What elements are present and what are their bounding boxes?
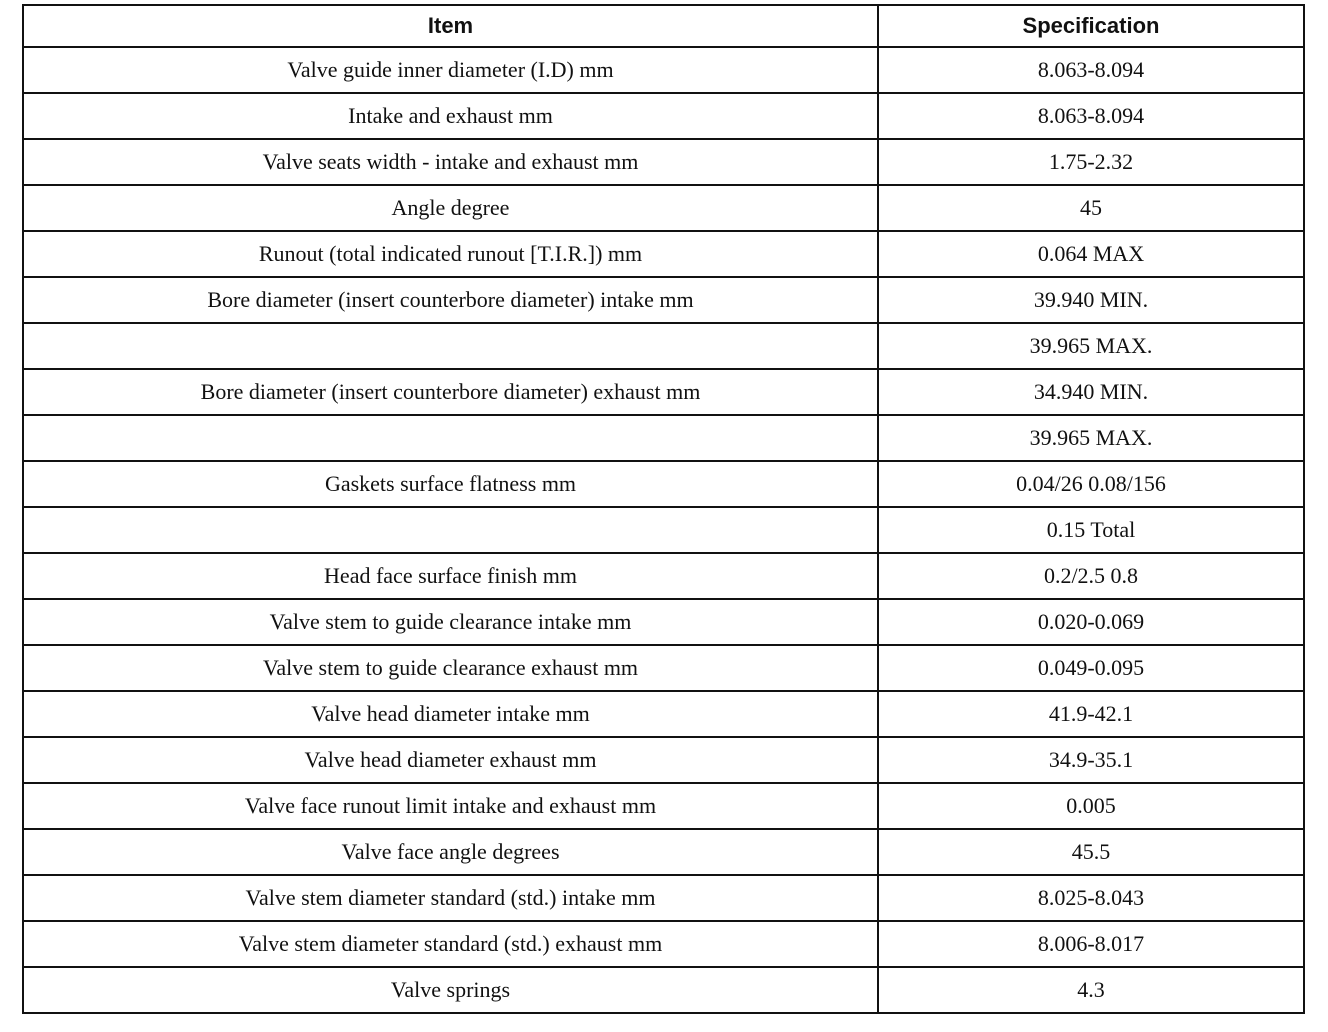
item-cell: Head face surface finish mm: [23, 553, 878, 599]
table-row: [23, 323, 1304, 369]
specification-table: [22, 4, 1305, 1014]
item-cell: Valve guide inner diameter (I.D) mm: [23, 47, 878, 93]
specification-cell: 41.9-42.1: [878, 691, 1304, 737]
table-row: [23, 967, 1304, 1013]
table-row: [23, 875, 1304, 921]
specification-cell: 0.04/26 0.08/156: [878, 461, 1304, 507]
item-cell: Gaskets surface flatness mm: [23, 461, 878, 507]
specification-cell: 45: [878, 185, 1304, 231]
specification-cell: 34.940 MIN.: [878, 369, 1304, 415]
specification-cell: 0.15 Total: [878, 507, 1304, 553]
item-cell: Valve face angle degrees: [23, 829, 878, 875]
specification-cell: 0.049-0.095: [878, 645, 1304, 691]
table-row: [23, 277, 1304, 323]
specification-cell: 8.006-8.017: [878, 921, 1304, 967]
specification-cell: 45.5: [878, 829, 1304, 875]
table-row: [23, 599, 1304, 645]
item-cell: Bore diameter (insert counterbore diameter) intake mm: [23, 277, 878, 323]
item-cell: Valve stem diameter standard (std.) exhaust mm: [23, 921, 878, 967]
table-row: [23, 185, 1304, 231]
specification-cell: 0.020-0.069: [878, 599, 1304, 645]
specification-cell: 34.9-35.1: [878, 737, 1304, 783]
table-row: [23, 369, 1304, 415]
table-row: [23, 507, 1304, 553]
item-cell: Valve face runout limit intake and exhaust mm: [23, 783, 878, 829]
table-row: [23, 461, 1304, 507]
table-row: [23, 737, 1304, 783]
item-cell: Angle degree: [23, 185, 878, 231]
specification-cell: 0.064 MAX: [878, 231, 1304, 277]
item-cell: [23, 415, 878, 461]
specification-cell: 8.063-8.094: [878, 93, 1304, 139]
header-row: [23, 5, 1304, 47]
specification-cell: 0.005: [878, 783, 1304, 829]
table-row: [23, 415, 1304, 461]
table-row: [23, 231, 1304, 277]
item-cell: [23, 507, 878, 553]
item-cell: Valve seats width - intake and exhaust mm: [23, 139, 878, 185]
table-row: [23, 93, 1304, 139]
header-specification: Specification: [878, 5, 1304, 47]
specification-cell: 8.025-8.043: [878, 875, 1304, 921]
table-row: [23, 553, 1304, 599]
specification-cell: 8.063-8.094: [878, 47, 1304, 93]
item-cell: Valve stem diameter standard (std.) intake mm: [23, 875, 878, 921]
item-cell: Bore diameter (insert counterbore diameter) exhaust mm: [23, 369, 878, 415]
item-cell: Valve stem to guide clearance exhaust mm: [23, 645, 878, 691]
item-cell: Valve springs: [23, 967, 878, 1013]
specification-cell: 39.965 MAX.: [878, 323, 1304, 369]
table-row: [23, 691, 1304, 737]
table-row: [23, 645, 1304, 691]
specification-cell: 39.940 MIN.: [878, 277, 1304, 323]
table-row: [23, 139, 1304, 185]
table-body: [23, 47, 1304, 1013]
item-cell: Valve head diameter intake mm: [23, 691, 878, 737]
table-row: [23, 783, 1304, 829]
item-cell: Runout (total indicated runout [T.I.R.]) mm: [23, 231, 878, 277]
table-row: [23, 921, 1304, 967]
table-row: [23, 829, 1304, 875]
table-header: [23, 5, 1304, 47]
specification-cell: 4.3: [878, 967, 1304, 1013]
table-row: [23, 47, 1304, 93]
specification-cell: 39.965 MAX.: [878, 415, 1304, 461]
header-item: Item: [23, 5, 878, 47]
item-cell: Valve stem to guide clearance intake mm: [23, 599, 878, 645]
item-cell: Intake and exhaust mm: [23, 93, 878, 139]
item-cell: Valve head diameter exhaust mm: [23, 737, 878, 783]
item-cell: [23, 323, 878, 369]
specification-cell: 1.75-2.32: [878, 139, 1304, 185]
specification-cell: 0.2/2.5 0.8: [878, 553, 1304, 599]
